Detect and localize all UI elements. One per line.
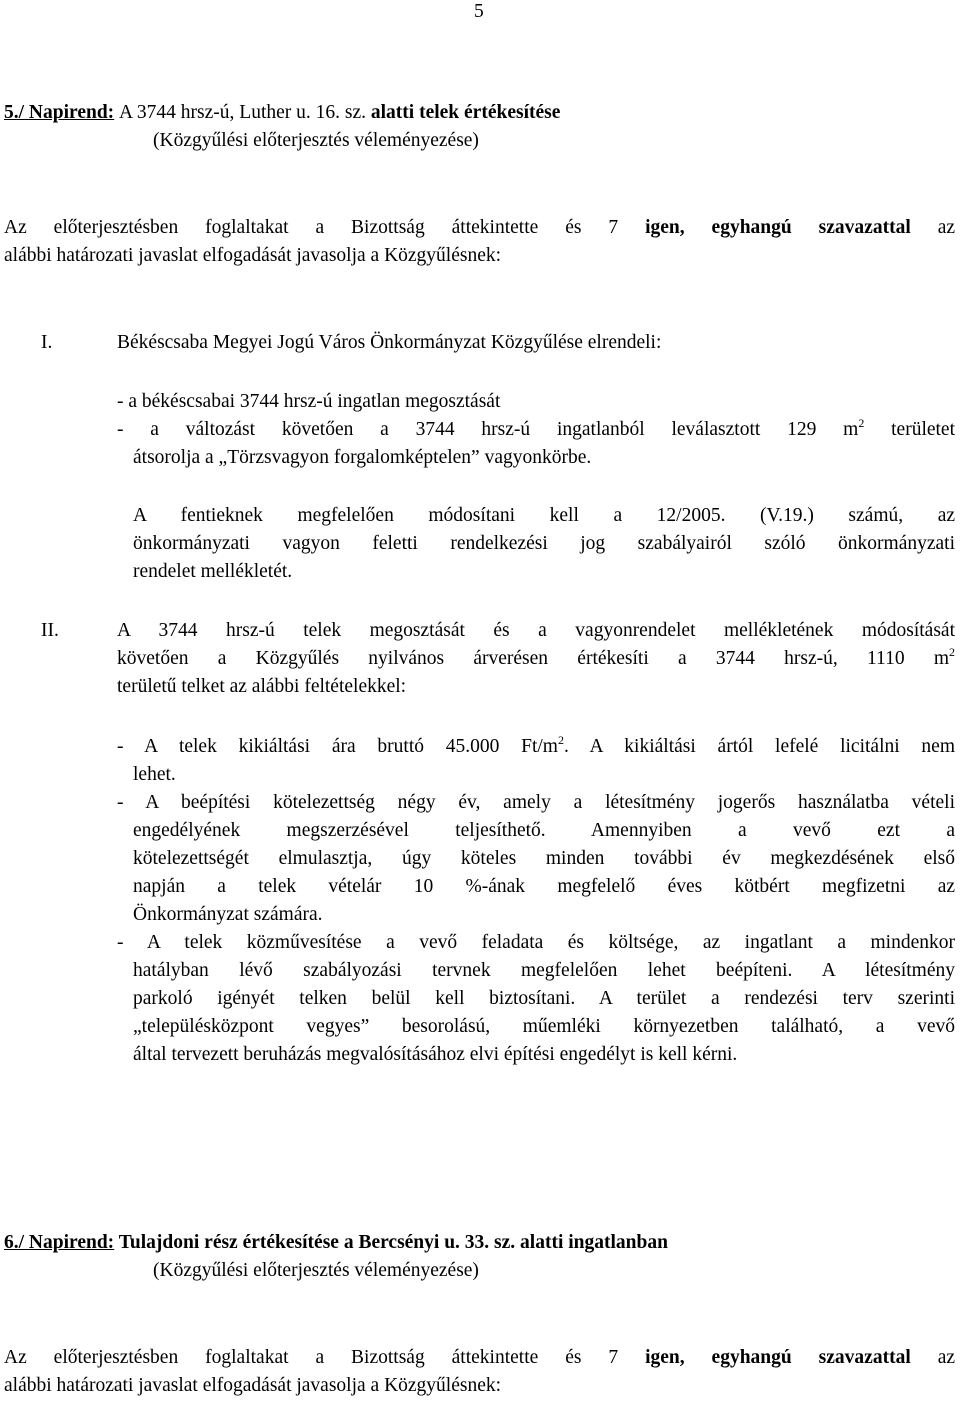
item6-napirend-label: 6./ Napirend: (4, 1232, 115, 1253)
section1-bullet2-line2: átsorolja a „Törzsvagyon forgalomképtelen” vagyonkörbe. (133, 447, 592, 468)
superscript: 2 (557, 733, 564, 747)
condition2-line2: engedélyének megszerzésével teljesíthető. Amennyiben a vevő ezt a (133, 820, 955, 841)
condition3-line3: parkoló igényét telken belül kell biztosítani. A terület a rendezési terv szerinti (133, 988, 955, 1009)
condition3-line1: - A telek közművesítése a vevő feladata és költsége, az ingatlant a mindenkor (117, 932, 955, 953)
section2-para-line3: területű telket az alábbi feltételekkel: (117, 676, 407, 697)
item6-subtitle: (Közgyűlési előterjesztés véleményezése) (153, 1260, 479, 1281)
condition1-line1: - A telek kikiáltási ára bruttó 45.000 $Ft/m^2$. A kikiáltási ártól lefelé licitálni nem (117, 733, 955, 757)
condition2-line1: - A beépítési kötelezettség négy év, amely a létesítmény jogerős használatba vételi (117, 792, 955, 813)
section2-para-line2: követően a Közgyűlés nyilvános árverésen értékesíti a 3744 hrsz-ú, 1110 $m^2$ (117, 645, 955, 669)
item5-title-bold: alatti telek értékesítése (370, 102, 561, 123)
condition2-line5: Önkormányzat számára. (133, 904, 323, 925)
item5-heading (4, 99, 560, 127)
section1-note-line2: önkormányzati vagyon feletti rendelkezési jog szabályairól szóló önkormányzati (133, 533, 955, 554)
section2-roman: II. (41, 620, 59, 641)
section1-bullet2-line1: - a változást követően a 3744 hrsz-ú ingatlanból leválasztott 129 $m^2$ területet (117, 416, 956, 440)
condition3-line5: által tervezett beruházás megvalósításához elvi építési engedélyt is kell kérni. (133, 1044, 738, 1065)
item6-intro-line1: Az előterjesztésben foglaltakat a Bizottság áttekintette és 7 igen, egyhangú szavazattal az (4, 1347, 955, 1368)
item6-vote-result: igen, egyhangú szavazattal (645, 1347, 911, 1368)
section1-roman: I. (41, 332, 53, 353)
item6-heading (4, 1229, 668, 1257)
condition3-line2: hatályban lévő szabályozási tervnek megfelelően lehet beépíteni. A létesítmény (133, 960, 955, 981)
section1-heading: Békéscsaba Megyei Jogú Város Önkormányzat Közgyűlése elrendeli: (117, 332, 662, 353)
superscript: 2 (949, 645, 955, 659)
item5-title-plain: A 3744 hrsz-ú, Luther u. 16. sz. (119, 102, 367, 123)
condition2-line3: kötelezettségét elmulasztja, úgy köteles minden további év megkezdésének első (133, 848, 955, 869)
section2-para-line1: A 3744 hrsz-ú telek megosztását és a vagyonrendelet mellékletének módosítását (117, 620, 955, 641)
item5-napirend-label: 5./ Napirend: (4, 102, 115, 123)
item6-title: Tulajdoni rész értékesítése a Bercsényi u. 33. sz. alatti ingatlanban (118, 1232, 668, 1253)
item5-intro-line1: Az előterjesztésben foglaltakat a Bizottság áttekintette és 7 igen, egyhangú szavazattal az (4, 217, 955, 238)
item5-intro-line2: alábbi határozati javaslat elfogadását javasolja a Közgyűlésnek: (4, 245, 502, 266)
condition2-line4: napján a telek vételár 10 %-ának megfelelő éves kötbért megfizetni az (133, 876, 955, 897)
item5-vote-result: igen, egyhangú szavazattal (645, 217, 911, 238)
section1-note-line3: rendelet mellékletét. (133, 561, 293, 582)
condition1-line2: lehet. (133, 764, 176, 785)
condition3-line4: „településközpont vegyes” besorolású, műemléki környezetben található, a vevő (133, 1016, 955, 1037)
section1-bullet1: - a békéscsabai 3744 hrsz-ú ingatlan megosztását (117, 391, 501, 412)
page-number: 5 (474, 1, 484, 22)
item5-subtitle: (Közgyűlési előterjesztés véleményezése) (153, 130, 479, 151)
superscript: 2 (858, 416, 865, 430)
section1-note-line1: A fentieknek megfelelően módosítani kell a 12/2005. (V.19.) számú, az (133, 505, 955, 526)
item6-intro-line2: alábbi határozati javaslat elfogadását javasolja a Közgyűlésnek: (4, 1375, 502, 1396)
